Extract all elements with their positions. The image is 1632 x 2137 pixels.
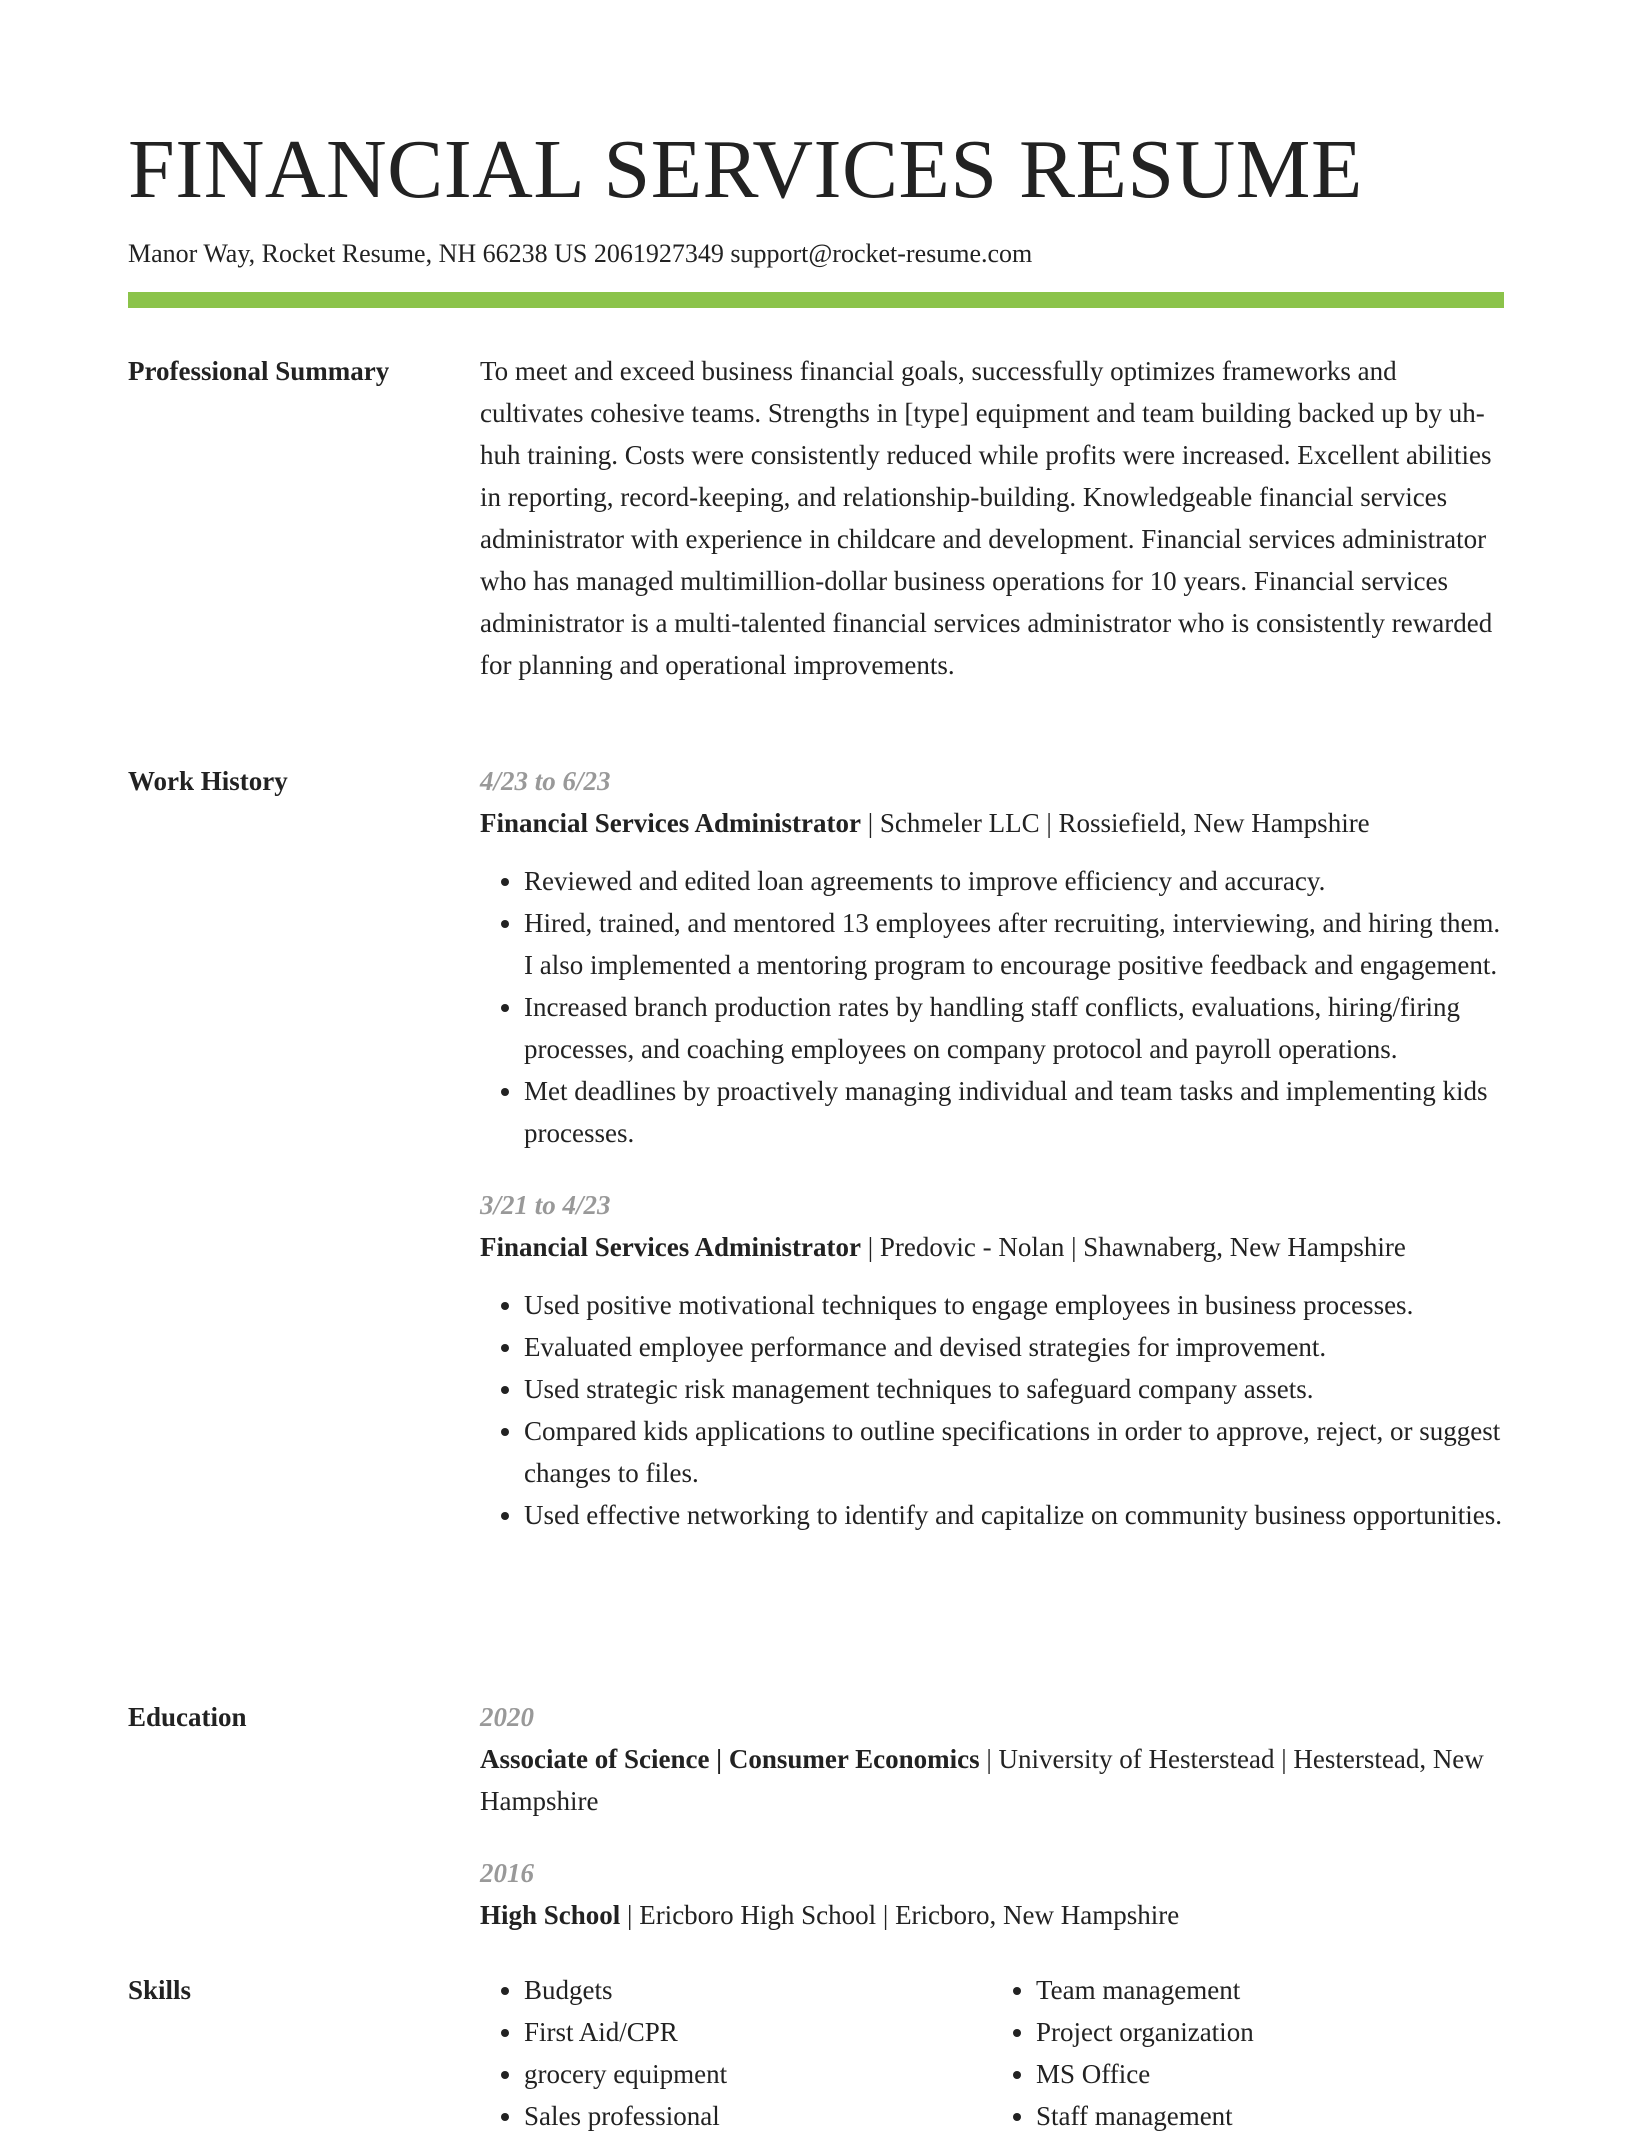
skill-item: • MS Office [1036, 2053, 1504, 2095]
job-bullets [480, 860, 1504, 1154]
job-entry [480, 1184, 1504, 1536]
accent-divider [128, 292, 1504, 308]
skill-item: • Team management [1036, 1969, 1504, 2011]
job-details: | Predovic - Nolan | Shawnaberg, New Hampshire [860, 1232, 1406, 1262]
work-history-list [480, 760, 1504, 1566]
contact-line: Manor Way, Rocket Resume, NH 66238 US 2061927349 support@rocket-resume.com [128, 239, 1033, 268]
job-heading [480, 802, 1504, 844]
summary-text: To meet and exceed business financial goals, successfully optimizes frameworks and cultivates cohesive teams. Strengths in [type] equipment and team building backed up by uh-huh training. Costs were consistently reduced while profits were increased. Excellent abilities in reporting, record-keeping, and relationship-building. Knowledgeable financial services administrator with experience in childcare and development. Financial services administrator who has managed multimillion-dollar business operations for 10 years. Financial services administrator is a multi-talented financial services administrator who is consistently rewarded for planning and operational improvements. [480, 356, 1493, 680]
job-bullet: • Reviewed and edited loan agreements to improve efficiency and accuracy. [524, 860, 1504, 902]
job-dates: 3/21 to 4/23 [480, 1190, 611, 1220]
job-bullet: • Evaluated employee performance and devised strategies for improvement. [524, 1326, 1504, 1368]
education-year: 2020 [480, 1702, 534, 1732]
skill-item: • Sales professional [524, 2095, 992, 2137]
job-bullets [480, 1284, 1504, 1536]
job-bullet: • Used strategic risk management techniques to safeguard company assets. [524, 1368, 1504, 1410]
education-year: 2016 [480, 1858, 534, 1888]
skill-item: • Project organization [1036, 2011, 1504, 2053]
job-details: | Schmeler LLC | Rossiefield, New Hampshire [860, 808, 1370, 838]
education-details: | Ericboro High School | Ericboro, New Hampshire [620, 1900, 1180, 1930]
job-bullet: • Compared kids applications to outline specifications in order to approve, reject, or suggest changes to files. [524, 1410, 1504, 1494]
skill-item: • First Aid/CPR [524, 2011, 992, 2053]
job-heading [480, 1226, 1504, 1268]
education-list [480, 1696, 1504, 1966]
skill-item: • grocery equipment [524, 2053, 992, 2095]
job-bullet: • Met deadlines by proactively managing individual and team tasks and implementing kids processes. [524, 1070, 1504, 1154]
education-heading [480, 1894, 1504, 1936]
job-bullet: • Used effective networking to identify and capitalize on community business opportunities. [524, 1494, 1504, 1536]
resume-title: FINANCIAL SERVICES RESUME [128, 123, 1363, 216]
job-title: Financial Services Administrator [480, 808, 861, 838]
job-entry [480, 760, 1504, 1154]
education-heading [480, 1738, 1504, 1822]
skill-item: • Staff management [1036, 2095, 1504, 2137]
job-bullet: • Hired, trained, and mentored 13 employees after recruiting, interviewing, and hiring them. I also implemented a mentoring program to encourage positive feedback and engagement. [524, 902, 1504, 986]
education-degree: Associate of Science | Consumer Economics [480, 1744, 980, 1774]
education-entry [480, 1696, 1504, 1822]
section-label: Education [128, 1702, 247, 1732]
section-label: Skills [128, 1975, 192, 2005]
job-dates: 4/23 to 6/23 [480, 766, 611, 796]
education-details: | University of Hesterstead | Hesterstead, New Hampshire [480, 1744, 1484, 1816]
job-bullet: • Increased branch production rates by handling staff conflicts, evaluations, hiring/firing processes, and coaching employees on company protocol and payroll operations. [524, 986, 1504, 1070]
education-degree: High School [480, 1900, 621, 1930]
resume-header [128, 118, 1504, 308]
section-label: Professional Summary [128, 356, 390, 386]
education-entry [480, 1852, 1504, 1936]
job-bullet: • Used positive motivational techniques to engage employees in business processes. [524, 1284, 1504, 1326]
section-label: Work History [128, 766, 288, 796]
job-title: Financial Services Administrator [480, 1232, 861, 1262]
skill-item: • Budgets [524, 1969, 992, 2011]
